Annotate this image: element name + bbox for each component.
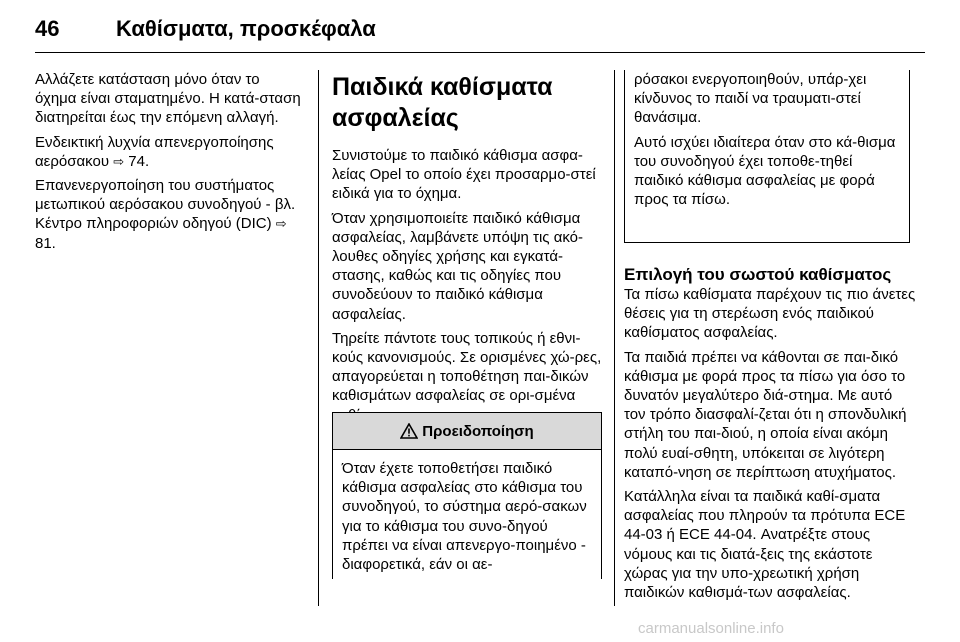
warning-box-continued (624, 70, 910, 243)
paragraph: Τηρείτε πάντοτε τους τοπικούς ή εθνι-κούς κανονισμούς. Σε ορισμένες χώ-ρες, απαγορεύεται η τοποθέτηση παι-δικών καθισμάτων ασφαλείας σε ορι-σμένα (332, 329, 602, 405)
paragraph: Συνιστούμε το παιδικό κάθισμα ασφα-λείας Opel το οποίο έχει προσαρμο-στεί ειδικά για το όχημα. (332, 147, 596, 203)
ref-arrow-icon: ⇨ (275, 216, 287, 232)
paragraph: Αυτό ισχύει ιδιαίτερα όταν στο κά-θισμα του συνοδηγού έχει τοποθε-τηθεί παιδικό κάθισμα ασφαλείας με φορά προς τα πίσω. (634, 133, 896, 209)
paragraph: Αλλάζετε κατάσταση μόνο όταν το όχημα είναι σταματημένο. Η κατά-σταση διατηρείται έως την επόμενη αλλαγή. (35, 71, 301, 127)
page-number: 46 (35, 16, 60, 41)
paragraph-text: Επανενεργοποίηση του συστήματος μετωπικού αερόσακου συνοδηγού - βλ. Κέντρο πληροφοριών οδηγού (DIC) (35, 177, 296, 233)
paragraph (35, 133, 305, 171)
paragraph: Κατάλληλα είναι τα παιδικά καθί-σματα ασφαλείας που πληρούν τα πρότυπα ECE 44-03 ή ECE 44-04. Ανατρέξτε στους νόμους και τις διατά-ξεις της εκάστοτε χώρας για την υπο-χρεωτική χρήση παιδικών καθισμά-των ασφαλείας. (624, 488, 906, 602)
warning-triangle-icon (400, 423, 418, 439)
header-rule (35, 52, 925, 53)
warning-header (333, 413, 601, 450)
page-title: Καθίσματα, προσκέφαλα (116, 16, 376, 41)
watermark: carmanualsonline.info (638, 620, 784, 637)
warning-text: Όταν έχετε τοποθετήσει παιδικό κάθισμα ασφαλείας στο κάθισμα του συνοδηγού, το σύστημα αερό-σακων για το κάθισμα του συνο-δηγού πρέπει να είναι απενεργο-ποιημένο - διαφορετικά, εάν οι αε- (342, 460, 587, 574)
column-2 (332, 72, 607, 430)
page-header (35, 16, 376, 46)
warning-title: Προειδοποίηση (422, 422, 534, 440)
page-reference[interactable]: 81. (35, 234, 56, 252)
warning-box (332, 412, 602, 579)
paragraph: Τα παιδιά πρέπει να κάθονται σε παι-δικό κάθισμα με φορά προς τα πίσω για όσο το δυνατόν μεγαλύτερο διά-στημα. Με αυτό τον τρόπο διασφαλί-ζεται ότι η σπονδυλική στήλη του παι-διού, η οποία είναι ακόμη πολύ ευαί-σθητη, υπόκειται σε λιγότερη καταπό-νηση σε περίπτωση ατυχήματος. (624, 348, 907, 481)
section-heading: Παιδικά καθίσματα ασφαλείας (332, 73, 553, 132)
column-3 (624, 264, 916, 607)
paragraph: Όταν χρησιμοποιείτε παιδικό κάθισμα ασφαλείας, λαμβάνετε υπόψη τις ακό-λουθες οδηγίες χρήσης και εγκατά-στασης, καθώς και τις οδηγίες που συνοδεύουν το παιδικό κάθισμα ασφαλείας. (332, 209, 584, 323)
column-1 (35, 70, 305, 258)
section-heading: Επιλογή του σωστού καθίσματος (624, 265, 892, 284)
column-divider (318, 70, 319, 606)
column-divider (614, 70, 615, 606)
paragraph: ρόσακοι ενεργοποιηθούν, υπάρ-χει κίνδυνος το παιδί να τραυματι-στεί θανάσιμα. (634, 71, 867, 127)
paragraph: Τα πίσω καθίσματα παρέχουν τις πιο άνετες θέσεις για τη στερέωση ενός παιδικού καθίσματος ασφαλείας. (624, 286, 916, 342)
paragraph-text: Ενδεικτική λυχνία απενεργοποίησης αερόσακου (35, 133, 274, 170)
paragraph (35, 176, 305, 253)
ref-arrow-icon: ⇨ (113, 153, 125, 169)
page-reference[interactable]: 74. (128, 152, 150, 170)
